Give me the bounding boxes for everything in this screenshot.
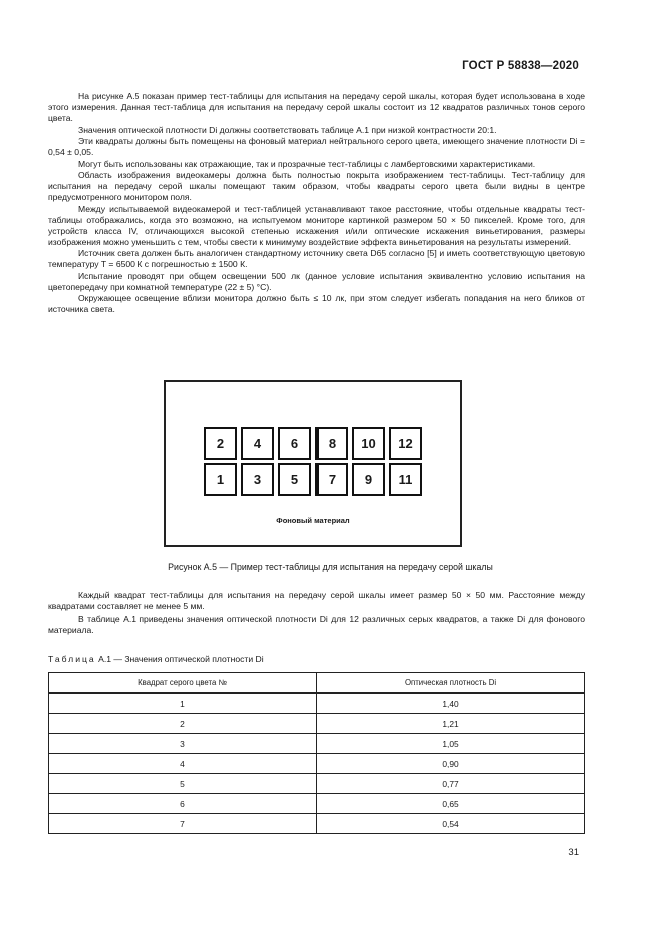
gray-square: 3 [241,463,274,496]
paragraph: На рисунке А.5 показан пример тест-таблицы для испытания на передачу серой шкалы, которая будет использована в ходе этого измерения. Данная тест-таблица для испытания на передачу серой шкалы состоит из 12 квадратов различных тонов серого цвета. [48,91,585,123]
table-row [49,814,585,834]
gray-square: 10 [352,427,385,460]
gray-square: 1 [204,463,237,496]
table-title-prefix: Таблица [48,654,96,664]
table-cell: 3 [49,734,317,754]
background-material-label: Фоновый материал [276,516,350,525]
column-header: Оптическая плотность Di [317,673,585,694]
paragraph: В таблице А.1 приведены значения оптической плотности Di для 12 различных серых квадратов, а также Di для фонового материала. [48,614,585,635]
table-cell: 0,65 [317,794,585,814]
body-text [48,91,585,316]
squares-bottom-row [204,463,426,496]
table-cell: 0,54 [317,814,585,834]
table-row [49,714,585,734]
table-row [49,734,585,754]
paragraph: Область изображения видеокамеры должна быть полностью покрыта изображением тест-таблицы. Тест-таблицу для испытания на передачу серой шкалы помещают таким образом, чтобы квадраты серого цвета были видны в центре предусмотренного монитором поля. [48,170,585,202]
table-cell: 2 [49,714,317,734]
gray-square: 5 [278,463,311,496]
table-cell: 7 [49,814,317,834]
table-row [49,754,585,774]
body-text-after-figure [48,590,585,638]
paragraph: Между испытываемой видеокамерой и тест-таблицей устанавливают такое расстояние, чтобы отдельные квадраты тест-таблицы отображались, когда это возможно, на испытуемом мониторе картинкой размером 50 × 50 пикселей. Кроме того, для устройств класса IV, отличающихся высокой степенью искажения и/или оптические искажения виньетирования, размеры изображения можно уменьшить с тем, чтобы свести к минимуму воздействие эффекта виньетирования на результаты измерений. [48,203,585,247]
table-cell: 1,05 [317,734,585,754]
gray-square: 7 [315,463,348,496]
optical-density-table [48,672,585,834]
table-row [49,693,585,714]
paragraph: Источник света должен быть аналогичен стандартному источнику света D65 согласно [5] и иметь соответствующую цветовую температуру T = 6500 К с погрешностью ± 1500 К. [48,248,585,269]
table-cell: 0,77 [317,774,585,794]
paragraph: Окружающее освещение вблизи монитора должно быть ≤ 10 лк, при этом следует избегать попадания на него бликов от источника света. [48,293,585,314]
gray-square: 9 [352,463,385,496]
gray-square: 12 [389,427,422,460]
document-header: ГОСТ Р 58838—2020 [462,60,579,72]
page-number: 31 [568,847,579,858]
paragraph: Испытание проводят при общем освещении 500 лк (данное условие испытания эквивалентно условию испытания на цветопередачу при комнатной температуре (22 ± 5) °С). [48,270,585,292]
gray-square: 8 [315,427,348,460]
gray-square: 2 [204,427,237,460]
table-cell: 1,21 [317,714,585,734]
table-row [49,794,585,814]
squares-top-row [204,427,426,460]
table-cell: 1 [49,693,317,714]
gray-square: 4 [241,427,274,460]
table-cell: 5 [49,774,317,794]
table-title [48,654,264,664]
figure-caption: Рисунок А.5 — Пример тест-таблицы для испытания на передачу серой шкалы [168,562,493,572]
paragraph: Каждый квадрат тест-таблицы для испытания на передачу серой шкалы имеет размер 50 × 50 мм. Расстояние между квадратами составляет не менее 5 мм. [48,590,585,611]
table-cell: 1,40 [317,693,585,714]
table-row [49,774,585,794]
paragraph: Могут быть использованы как отражающие, так и прозрачные тест-таблицы с ламбертовскими характеристиками. [78,158,536,169]
table-cell: 6 [49,794,317,814]
gray-scale-test-chart [164,380,462,547]
paragraph: Эти квадраты должны быть помещены на фоновый материал нейтрального серого цвета, имеющего значение плотности Di = 0,54 ± 0,05. [48,136,585,157]
gray-square: 11 [389,463,422,496]
table-header-row [49,673,585,694]
table-cell: 4 [49,754,317,774]
gray-squares [204,427,426,496]
gray-square: 6 [278,427,311,460]
paragraph: Значения оптической плотности Di должны соответствовать таблице А.1 при низкой контрастности 20:1. [78,124,497,135]
table-title-text: А.1 — Значения оптической плотности Di [98,654,264,664]
column-header: Квадрат серого цвета № [49,673,317,694]
table-cell: 0,90 [317,754,585,774]
